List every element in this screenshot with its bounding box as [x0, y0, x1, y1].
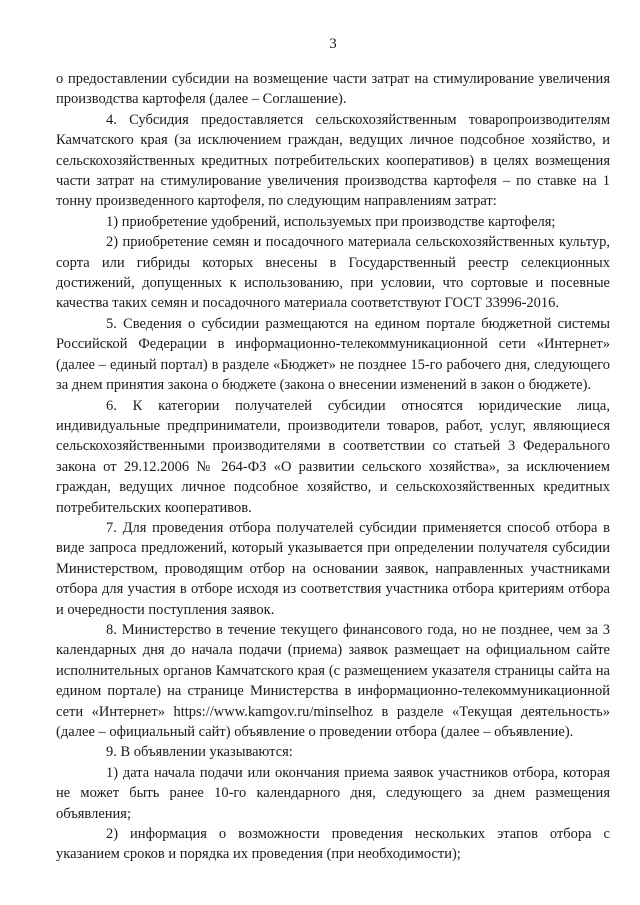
document-page	[56, 35, 610, 865]
paragraph-soglashenie-continuation: о предоставлении субсидии на возмещение части затрат на стимулирование увеличения производства картофеля (далее – Соглашение).	[56, 71, 610, 108]
paragraph-4-item-1: 1) приобретение удобрений, используемых при производстве картофеля;	[106, 213, 556, 230]
paragraph-9-contents: 9. В объявлении указываются:	[106, 744, 293, 761]
paragraph-4-subsidy: 4. Субсидия предоставляется сельскохозяйственным товаропроизводителям Камчатского края (за исключением граждан, ведущих личное подсобное хозяйство, и сельскохозяйственных кредитных потребительских кооперативов) в целях возмещения части затрат на стимулирование увеличения производства картофеля – по ставке на 1 тонну произведенного картофеля, по следующим направлениям затрат:	[56, 111, 610, 210]
paragraph-9-item-1: 1) дата начала подачи или окончания приема заявок участников отбора, которая не может быть ранее 10-го календарного дня, следующего за днем размещения объявления;	[56, 764, 610, 822]
page-number: 3	[329, 36, 337, 52]
paragraph-4-item-2: 2) приобретение семян и посадочного материала сельскохозяйственных культур, сорта или гибриды которых внесены в Государственный реестр селекционных достижений, допущенных к использованию, при условии, что сортовые и посевные качества таких семян и посадочного материала соответствуют ГОСТ 33996-2016.	[56, 234, 610, 312]
paragraph-8-announcement: 8. Министерство в течение текущего финансового года, но не позднее, чем за 3 календарных дня до начала подачи (приема) заявок размещает на официальном сайте исполнительных органов Камчатского края (с размещением указателя страницы сайта на едином портале) на странице Министерства в информационно-телекоммуникационной сети «Интернет» https://www.kamgov.ru/minselhoz в разделе «Текущая деятельность» (далее – официальный сайт) объявление о проведении отбора (далее – объявление).	[56, 621, 610, 740]
paragraph-5-info: 5. Сведения о субсидии размещаются на едином портале бюджетной системы Российской Федерации в информационно-телекоммуникационной сети «Интернет» (далее – единый портал) в разделе «Бюджет» не позднее 15-го рабочего дня, следующего за днем принятия закона о бюджете (закона о внесении изменений в закон о бюджете).	[56, 315, 610, 394]
paragraph-7-selection: 7. Для проведения отбора получателей субсидии применяется способ отбора в виде запроса предложений, который указывается при определении получателя субсидии Министерством, проводящим отбор на основании заявок, направленных участниками отбора для участия в отборе исходя из соответствия участника отбора критериям отбора и очередности поступления заявок.	[56, 519, 610, 618]
paragraph-9-item-2: 2) информация о возможности проведения нескольких этапов отбора с указанием сроков и порядка их проведения (при необходимости);	[56, 826, 610, 863]
paragraph-6-recipients: 6. К категории получателей субсидии относятся юридические лица, индивидуальные предприниматели, производители товаров, работ, услуг, являющиеся сельскохозяйственными производителями в соответствии со статьей 3 Федерального закона от 29.12.2006 № 264-ФЗ «О развитии сельского хозяйства», за исключением граждан, ведущих личное подсобное хозяйство, и сельскохозяйственных кредитных потребительских кооперативов.	[56, 397, 610, 516]
